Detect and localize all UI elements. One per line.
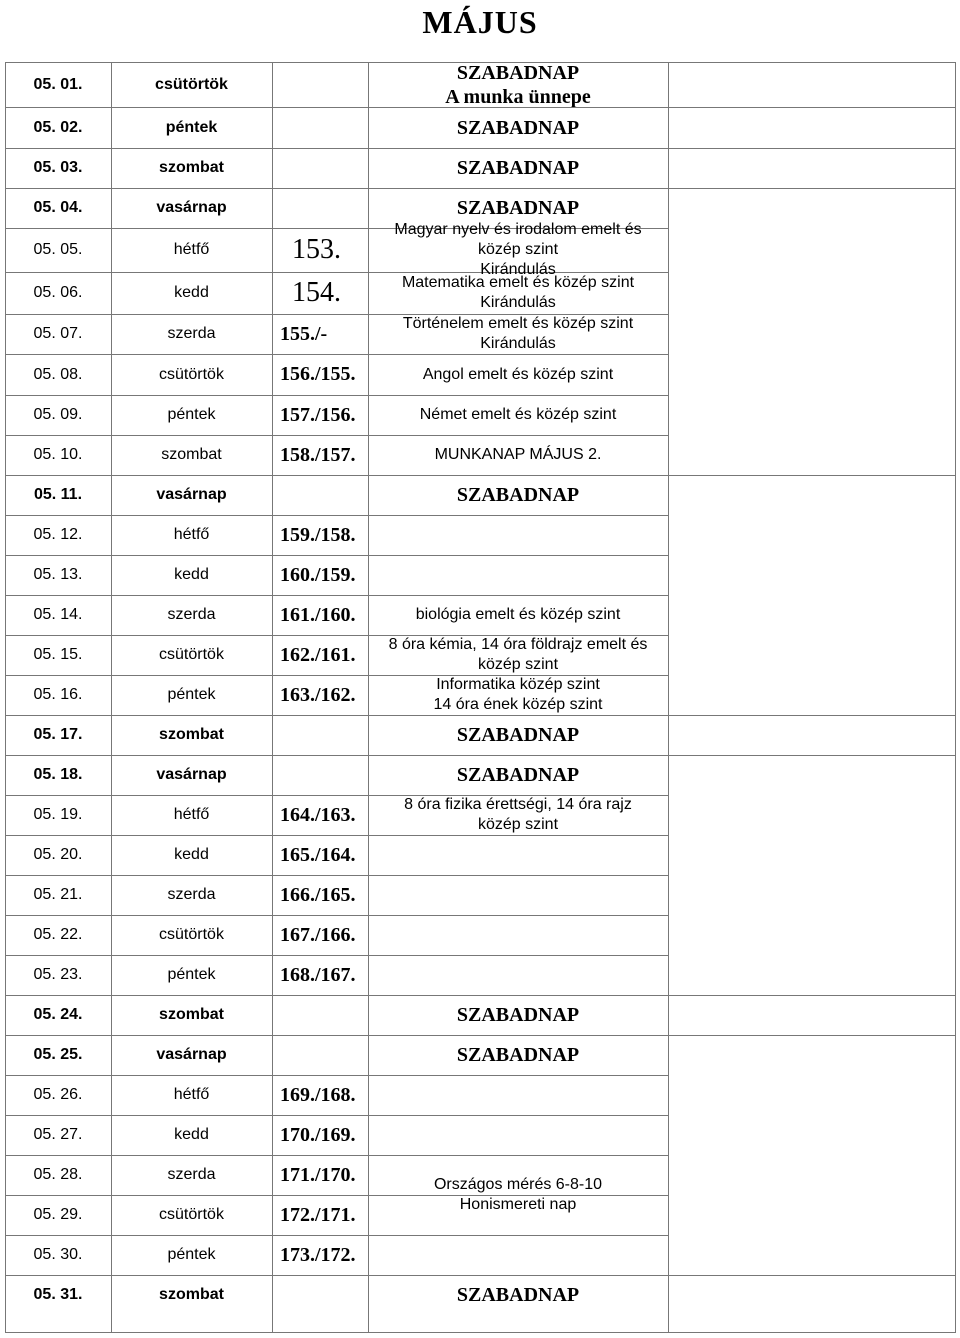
- date-cell: 05. 07.: [33, 325, 83, 342]
- event-note-may19-line: közép szint: [477, 816, 559, 833]
- lesson-number: 156./155.: [280, 363, 356, 385]
- event-note: [368, 395, 668, 435]
- event-note-may28: [368, 1155, 668, 1235]
- weekday-cell: vasárnap: [156, 486, 227, 503]
- holiday-label-line: A munka ünnepe: [445, 85, 591, 108]
- event-note-may28-line: Honismereti nap: [459, 1196, 577, 1213]
- date-cell: 05. 31.: [33, 1286, 83, 1303]
- lesson-number: 167./166.: [280, 923, 356, 946]
- event-note-may28-line: Országos mérés 6-8-10: [433, 1176, 603, 1193]
- event-note: [368, 435, 668, 475]
- holiday-label-line: SZABADNAP: [456, 484, 580, 506]
- weekday-cell: szerda: [167, 1166, 216, 1183]
- lesson-number: 169./168.: [280, 1083, 356, 1106]
- lesson-number: 153.: [292, 234, 341, 265]
- weekday-cell: péntek: [165, 118, 218, 136]
- weekday-cell: csütörtök: [159, 926, 224, 943]
- event-note: [368, 354, 668, 395]
- weekday-cell: szombat: [159, 159, 224, 176]
- date-cell: 05. 13.: [33, 566, 83, 583]
- event-note-may15-16-line: 8 óra kémia, 14 óra földrajz emelt és: [388, 636, 648, 653]
- holiday-label-line: SZABADNAP: [456, 1284, 580, 1306]
- column-divider: [668, 62, 669, 1333]
- date-cell: 05. 02.: [33, 118, 83, 136]
- holiday-label: [368, 1275, 668, 1315]
- event-note-may06-line: Kirándulás: [480, 294, 556, 311]
- lesson-number: 173./172.: [280, 1243, 356, 1266]
- holiday-label-line: SZABADNAP: [456, 1044, 580, 1066]
- lesson-number: 172./171.: [280, 1203, 356, 1226]
- date-cell: 05. 10.: [33, 446, 83, 463]
- weekday-cell: hétfő: [173, 241, 210, 258]
- date-cell: 05. 01.: [33, 75, 83, 93]
- holiday-label: [368, 62, 668, 107]
- date-cell: 05. 08.: [33, 365, 83, 383]
- lesson-number: 154.: [292, 277, 341, 308]
- date-cell: 05. 25.: [33, 1046, 83, 1063]
- weekday-cell: vasárnap: [156, 199, 227, 216]
- date-cell: 05. 24.: [33, 1006, 83, 1023]
- holiday-label: [368, 715, 668, 755]
- date-cell: 05. 11.: [33, 486, 83, 503]
- date-cell: 05. 14.: [33, 606, 83, 623]
- lesson-number: 166./165.: [280, 883, 356, 906]
- weekday-cell: szerda: [167, 325, 216, 342]
- date-cell: 05. 26.: [33, 1086, 83, 1103]
- date-cell: 05. 30.: [33, 1246, 83, 1263]
- holiday-label-line: SZABADNAP: [456, 157, 580, 179]
- date-cell: 05. 28.: [33, 1166, 83, 1183]
- weekday-cell: péntek: [167, 1246, 216, 1263]
- lesson-number: 155./-: [280, 322, 328, 345]
- weekday-cell: csütörtök: [159, 365, 224, 383]
- event-note-may06: [368, 272, 668, 314]
- event-note-may15-16-line: közép szint: [477, 656, 559, 673]
- weekday-cell: hétfő: [173, 806, 210, 823]
- event-note-may15-16-line: 14 óra ének közép szint: [433, 696, 603, 713]
- date-cell: 05. 19.: [33, 806, 83, 823]
- event-note-line: Német emelt és közép szint: [419, 406, 617, 423]
- weekday-cell: vasárnap: [156, 766, 227, 783]
- weekday-cell: csütörtök: [159, 646, 224, 663]
- lesson-number: 164./163.: [280, 803, 356, 826]
- weekday-cell: szombat: [159, 1006, 224, 1023]
- weekday-cell: szombat: [161, 446, 222, 463]
- event-note-may05: [368, 221, 668, 278]
- lesson-number: 162./161.: [280, 643, 356, 666]
- event-note: [368, 595, 668, 635]
- holiday-label: [368, 475, 668, 515]
- holiday-label-line: SZABADNAP: [456, 116, 580, 139]
- calendar-table: [5, 62, 956, 1333]
- weekday-cell: hétfő: [173, 526, 210, 543]
- weekday-cell: kedd: [174, 846, 209, 863]
- lesson-number: 170./169.: [280, 1123, 356, 1146]
- event-note-may05-line: Kirándulás: [480, 261, 556, 278]
- date-cell: 05. 17.: [33, 726, 83, 743]
- holiday-label-line: SZABADNAP: [456, 764, 580, 786]
- event-note-may07: [368, 314, 668, 354]
- date-cell: 05. 05.: [33, 241, 83, 258]
- date-cell: 05. 23.: [33, 966, 83, 983]
- lesson-number: 159./158.: [280, 523, 356, 546]
- date-cell: 05. 27.: [33, 1126, 83, 1143]
- holiday-label: [368, 755, 668, 795]
- weekday-cell: péntek: [167, 966, 216, 983]
- event-note-may19: [368, 795, 668, 875]
- date-cell: 05. 09.: [33, 406, 83, 423]
- event-note-line: Angol emelt és közép szint: [422, 365, 614, 383]
- holiday-label-line: SZABADNAP: [456, 197, 580, 219]
- lesson-number: 168./167.: [280, 963, 356, 986]
- weekday-cell: csütörtök: [155, 75, 228, 93]
- weekday-cell: vasárnap: [156, 1046, 227, 1063]
- date-cell: 05. 16.: [33, 686, 83, 703]
- event-note-may06-line: Matematika emelt és közép szint: [401, 274, 635, 291]
- holiday-label-line: SZABADNAP: [456, 1004, 580, 1026]
- lesson-number: 163./162.: [280, 683, 356, 706]
- weekday-cell: szerda: [167, 606, 216, 623]
- weekday-cell: péntek: [167, 686, 216, 703]
- holiday-label-line: SZABADNAP: [456, 724, 580, 746]
- weekday-cell: szombat: [159, 726, 224, 743]
- holiday-label: [368, 1035, 668, 1075]
- date-cell: 05. 18.: [33, 766, 83, 783]
- lesson-number: 161./160.: [280, 603, 356, 626]
- lesson-number: 157./156.: [280, 403, 356, 426]
- event-note-line: biológia emelt és közép szint: [415, 606, 621, 623]
- weekday-cell: hétfő: [173, 1086, 210, 1103]
- event-note-may19-line: 8 óra fizika érettségi, 14 óra rajz: [404, 796, 632, 813]
- holiday-label-line: SZABADNAP: [456, 61, 580, 84]
- event-note-may05-line: közép szint: [477, 241, 559, 258]
- event-note-line: MUNKANAP MÁJUS 2.: [434, 446, 602, 463]
- date-cell: 05. 04.: [33, 199, 83, 216]
- event-note-may07-line: Kirándulás: [480, 335, 556, 352]
- date-cell: 05. 22.: [33, 926, 83, 943]
- weekday-cell: szerda: [167, 886, 216, 903]
- holiday-label: [368, 995, 668, 1035]
- page-title: MÁJUS: [422, 4, 538, 40]
- date-cell: 05. 20.: [33, 846, 83, 863]
- date-cell: 05. 03.: [33, 159, 83, 176]
- date-cell: 05. 29.: [33, 1206, 83, 1223]
- lesson-number: 158./157.: [280, 443, 356, 466]
- date-cell: 05. 21.: [33, 886, 83, 903]
- weekday-cell: kedd: [174, 284, 209, 301]
- date-cell: 05. 06.: [33, 284, 83, 301]
- weekday-cell: csütörtök: [159, 1206, 224, 1223]
- date-cell: 05. 15.: [33, 646, 83, 663]
- holiday-label: [368, 148, 668, 188]
- holiday-label: [368, 107, 668, 148]
- weekday-cell: kedd: [174, 566, 209, 583]
- event-note-may07-line: Történelem emelt és közép szint: [402, 315, 634, 332]
- weekday-cell: kedd: [174, 1126, 209, 1143]
- event-note-may15-16: [368, 635, 668, 715]
- event-note-may15-16-line: Informatika közép szint: [436, 676, 600, 693]
- lesson-number: 160./159.: [280, 563, 356, 586]
- date-cell: 05. 12.: [33, 526, 83, 543]
- lesson-number: 165./164.: [280, 843, 356, 866]
- weekday-cell: szombat: [159, 1286, 224, 1303]
- lesson-number: 171./170.: [280, 1163, 356, 1186]
- weekday-cell: péntek: [167, 406, 216, 423]
- event-note-may05-line: Magyar nyelv és irodalom emelt és: [394, 221, 642, 238]
